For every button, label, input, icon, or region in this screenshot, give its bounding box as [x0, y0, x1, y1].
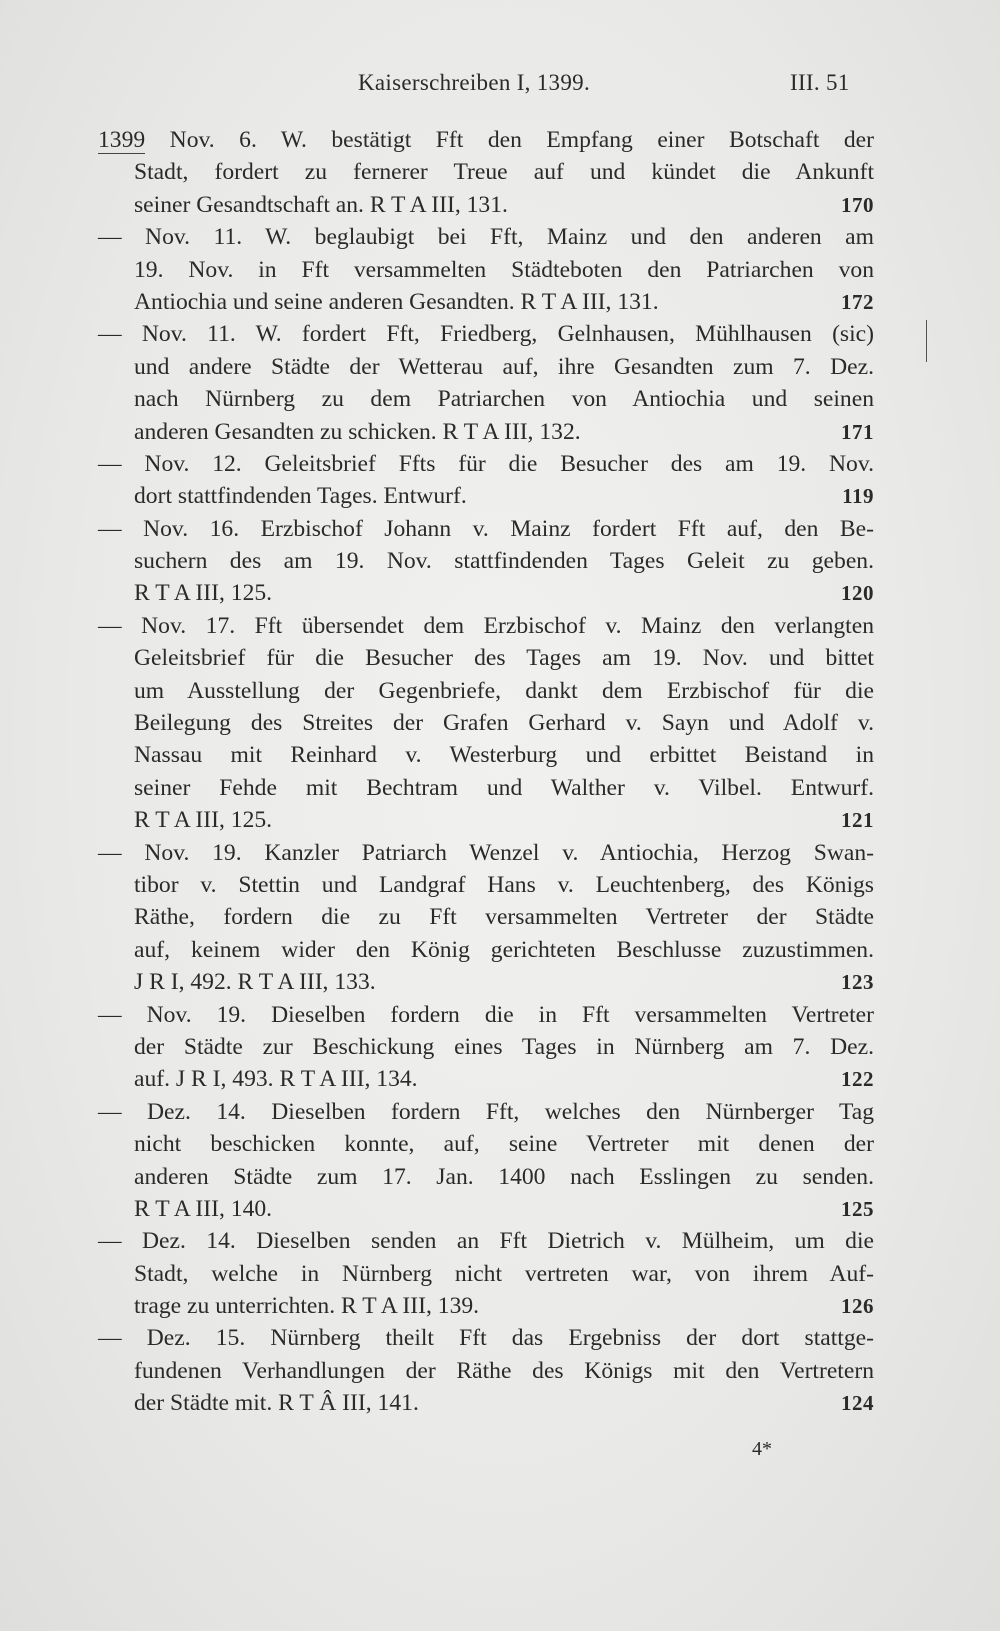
- document-number: 120: [841, 581, 874, 606]
- year-underlined: 1399: [98, 127, 146, 153]
- entry-line: auf, keinem wider den König gerichteten Beschlusse zuzustimmen.: [134, 936, 874, 963]
- entry-line: — Nov. 12. Geleitsbrief Ffts für die Besucher des am 19. Nov.: [98, 450, 874, 477]
- entry-line: nicht beschicken konnte, auf, seine Vertreter mit denen der: [134, 1131, 874, 1158]
- document-number: 124: [841, 1391, 874, 1416]
- entry-line: — Nov. 16. Erzbischof Johann v. Mainz fordert Fft auf, den Be-: [98, 515, 874, 542]
- entry-122: [98, 999, 874, 1096]
- margin-mark: [926, 320, 927, 362]
- entry-119: [98, 448, 874, 513]
- entry-line: fundenen Verhandlungen der Räthe des Königs mit den Vertretern: [134, 1357, 874, 1384]
- entry-line: — Dez. 14. Dieselben senden an Fft Dietrich v. Mülheim, um die: [98, 1228, 874, 1255]
- signature-mark: 4*: [752, 1438, 772, 1460]
- header-title: Kaiserschreiben I, 1399.: [358, 70, 591, 95]
- entry-line: Antiochia und seine anderen Gesandten. R T A III, 131.: [134, 288, 659, 315]
- entry-line: — Nov. 17. Fft übersendet dem Erzbischof v. Mainz den verlangten: [98, 612, 874, 639]
- running-header: [0, 70, 1000, 104]
- entry-line: und andere Städte der Wetterau auf, ihre Gesandten zum 7. Dez.: [134, 353, 874, 380]
- entry-126: [98, 1225, 874, 1322]
- entry-line: um Ausstellung der Gegenbriefe, dankt dem Erzbischof für die: [134, 677, 874, 704]
- entry-line: 1399 Nov. 6. W. bestätigt Fft den Empfang einer Botschaft der: [98, 127, 874, 153]
- entry-121: [98, 610, 874, 837]
- entry-124: [98, 1322, 874, 1419]
- entry-line: — Nov. 11. W. fordert Fft, Friedberg, Gelnhausen, Mühlhausen (sic): [98, 321, 874, 348]
- entry-171: [98, 318, 874, 448]
- document-number: 126: [841, 1294, 874, 1319]
- document-number: 122: [841, 1067, 874, 1092]
- entry-line: — Nov. 19. Kanzler Patriarch Wenzel v. Antiochia, Herzog Swan-: [98, 839, 874, 866]
- entry-line: seiner Gesandtschaft an. R T A III, 131.: [134, 191, 508, 218]
- entry-line: Nassau mit Reinhard v. Westerburg und erbittet Beistand in: [134, 742, 874, 769]
- entry-line: dort stattfindenden Tages. Entwurf.: [134, 483, 467, 510]
- entry-line: J R I, 492. R T A III, 133.: [134, 969, 376, 996]
- entry-172: [98, 221, 874, 318]
- entry-line: trage zu unterrichten. R T A III, 139.: [134, 1293, 480, 1320]
- entry-line: R T A III, 140.: [134, 1195, 273, 1222]
- entry-170: [98, 124, 874, 221]
- document-number: 172: [841, 289, 874, 314]
- entry-line: — Dez. 15. Nürnberg theilt Fft das Ergebniss der dort stattge-: [98, 1325, 874, 1352]
- entry-line: anderen Städte zum 17. Jan. 1400 nach Esslingen zu senden.: [134, 1163, 874, 1190]
- entry-line: Stadt, welche in Nürnberg nicht vertreten war, von ihrem Auf-: [134, 1260, 874, 1287]
- entry-120: [98, 513, 874, 610]
- document-number: 170: [841, 192, 874, 217]
- entry-line: anderen Gesandten zu schicken. R T A III, 132.: [134, 418, 581, 445]
- entry-line: — Dez. 14. Dieselben fordern Fft, welches den Nürnberger Tag: [98, 1098, 874, 1125]
- entry-line: tibor v. Stettin und Landgraf Hans v. Leuchtenberg, des Königs: [134, 871, 874, 898]
- document-number: 121: [841, 808, 874, 833]
- document-number: 123: [841, 970, 874, 995]
- entry-line: Stadt, fordert zu fernerer Treue auf und kündet die Ankunft: [134, 159, 874, 186]
- entry-list: [98, 124, 874, 1420]
- entry-line: der Städte mit. R T Â III, 141.: [134, 1390, 419, 1417]
- entry-line: Geleitsbrief für die Besucher des Tages am 19. Nov. und bittet: [134, 645, 874, 672]
- page-number: III. 51: [790, 70, 850, 95]
- entry-line: R T A III, 125.: [134, 580, 273, 607]
- entry-line: Beilegung des Streites der Grafen Gerhard v. Sayn und Adolf v.: [134, 710, 874, 737]
- entry-line: nach Nürnberg zu dem Patriarchen von Antiochia und seinen: [134, 386, 874, 413]
- entry-line: auf. J R I, 493. R T A III, 134.: [134, 1066, 418, 1093]
- entry-125: [98, 1096, 874, 1226]
- document-number: 125: [841, 1196, 874, 1221]
- document-number: 171: [841, 419, 874, 444]
- entry-line: 19. Nov. in Fft versammelten Städteboten den Patriarchen von: [134, 256, 874, 283]
- entry-line: Räthe, fordern die zu Fft versammelten Vertreter der Städte: [134, 904, 874, 931]
- entry-123: [98, 837, 874, 999]
- entry-line: — Nov. 19. Dieselben fordern die in Fft versammelten Vertreter: [98, 1001, 874, 1028]
- entry-line: suchern des am 19. Nov. stattfindenden Tages Geleit zu geben.: [134, 548, 874, 575]
- entry-line: R T A III, 125.: [134, 807, 273, 834]
- entry-line: — Nov. 11. W. beglaubigt bei Fft, Mainz und den anderen am: [98, 224, 874, 251]
- entry-line: der Städte zur Beschickung eines Tages in Nürnberg am 7. Dez.: [134, 1033, 874, 1060]
- document-number: 119: [842, 484, 874, 509]
- entry-line: seiner Fehde mit Bechtram und Walther v. Vilbel. Entwurf.: [134, 774, 874, 801]
